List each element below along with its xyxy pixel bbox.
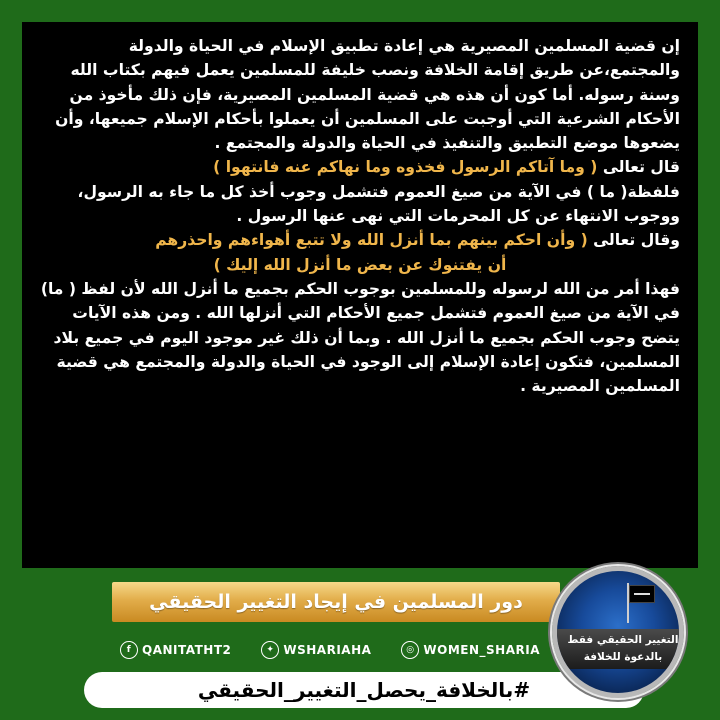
paragraph-2: فلفظة( ما ) في الآية من صيغ العموم فتشمل وجوب أخذ كل ما جاء به الرسول، ووجوب الانتهاء عن كل المحرمات التي نهى عنها الرسول . bbox=[77, 182, 680, 226]
hashtag-bar: #بالخلافة_يحصل_التغيير_الحقيقي bbox=[84, 672, 644, 708]
social-link-twitter[interactable] bbox=[261, 641, 371, 659]
logo-ribbon bbox=[552, 629, 684, 669]
facebook-handle: QANITATHT2 bbox=[142, 643, 232, 657]
instagram-handle: WOMEN_SHARIA bbox=[423, 643, 540, 657]
verse-2-intro: وقال تعالى bbox=[587, 231, 680, 250]
instagram-icon: ◎ bbox=[401, 641, 419, 659]
paragraph-1: إن قضية المسلمين المصيرية هي إعادة تطبيق الإسلام في الحياة والدولة والمجتمع،عن طريق إقامة الخلافة ونصب خليفة للمسلمين يعمل فيهم بكتاب الله وسنة رسوله. أما كون أن هذه هي قضية المسلمين المصيرية، فإن ذلك مأخوذ من الأحكام الشرعية التي أوجبت على المسلمين أن يعملوا بأحكام الإسلام جميعها، وأن يضعوها موضع التطبيق والتنفيذ في الحياة والدولة والمجتمع . bbox=[55, 37, 680, 153]
title-banner: دور المسلمين في إيجاد التغيير الحقيقي bbox=[112, 582, 560, 622]
verse-2-line bbox=[40, 228, 680, 252]
twitter-handle: WSHARIAHA bbox=[283, 643, 372, 657]
verse-2-part-2: أن يفتنوك عن بعض ما أنزل الله إليك ) bbox=[213, 255, 507, 274]
facebook-icon: f bbox=[120, 641, 138, 659]
logo-line-1: التغيير الحقيقي فقط bbox=[567, 634, 679, 646]
verse-1-intro: قال تعالى bbox=[597, 158, 680, 177]
social-link-facebook[interactable] bbox=[120, 641, 231, 659]
verse-1: ( وما آتاكم الرسول فخذوه وما نهاكم عنه فانتهوا ) bbox=[213, 158, 598, 177]
paragraph-3: فهذا أمر من الله لرسوله وللمسلمين بوجوب الحكم بجميع ما أنزل الله لأن لفظ ( ما) في الآية من صيغ العموم فتشمل جميع الأحكام التي أنزلها الله . ومن هذه الآيات يتضح وجوب الحكم بجميع ما أنزل الله . وبما أن ذلك غير موجود اليوم في جميع بلاد المسلمين، فتكون إعادة الإسلام إلى الوجود في الحياة والدولة والمجتمع هي قضية المسلمين المصيرية . bbox=[40, 279, 680, 396]
verse-1-line bbox=[40, 155, 680, 179]
article-text bbox=[40, 34, 680, 398]
twitter-icon: ✦ bbox=[261, 641, 279, 659]
campaign-logo bbox=[552, 566, 684, 698]
flag-icon bbox=[629, 585, 655, 603]
verse-2-part-1: ( وأن احكم بينهم بما أنزل الله ولا تتبع أهواءهم واحذرهم bbox=[155, 231, 588, 250]
social-links bbox=[120, 636, 540, 664]
social-link-instagram[interactable] bbox=[401, 641, 540, 659]
logo-line-2: بالدعوة للخلافة bbox=[583, 651, 663, 663]
